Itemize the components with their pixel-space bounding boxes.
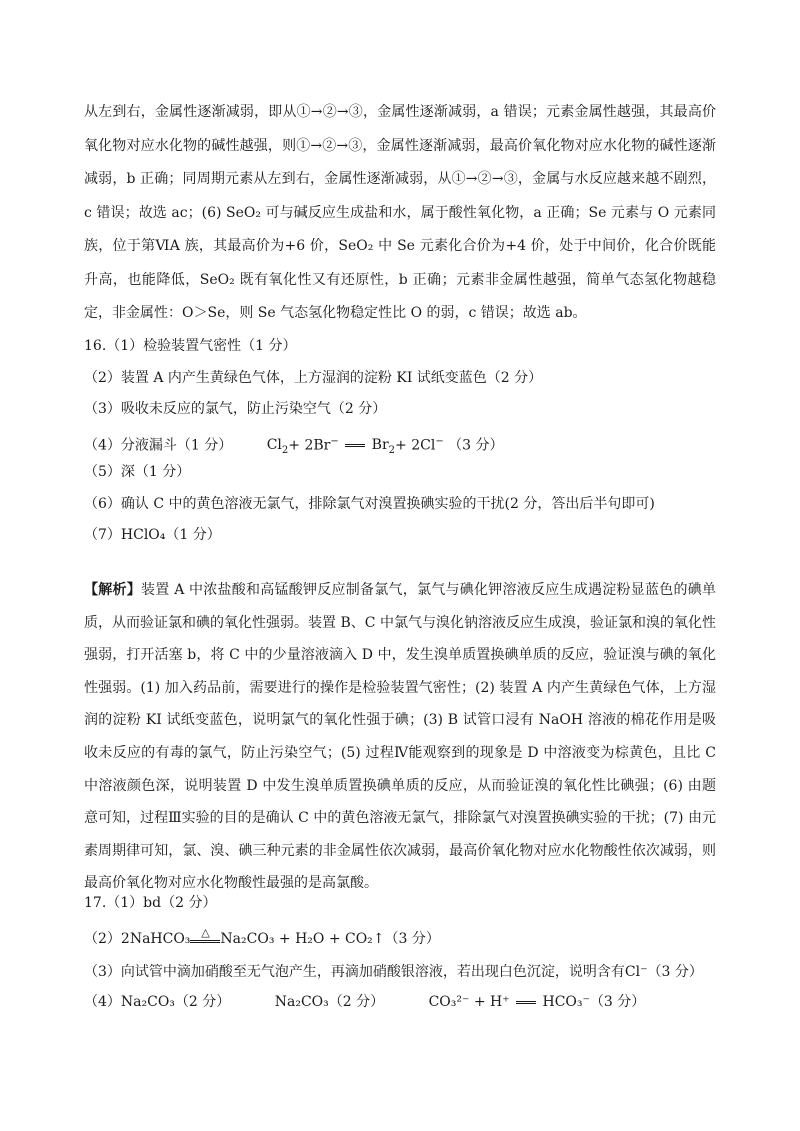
q17-answer-1: 17.（1）bd（2 分） (84, 895, 217, 911)
q16-answer-4-score: （3 分） (448, 437, 504, 454)
q16-answer-5: （5）深（1 分） (84, 464, 191, 480)
ionic-equation-right: HCO₃⁻（3 分） (542, 994, 646, 1010)
q17-answer-2 (84, 921, 716, 957)
ionic-equation-equals (516, 1001, 536, 1004)
q16-answer-3: （3）吸收未反应的氯气，防止污染空气（2 分） (84, 401, 387, 417)
q16-answer-7: （7）HClO₄（1 分） (84, 527, 221, 543)
equation-product-cl: + 2Cl (395, 437, 436, 454)
equation-reactant-br: + 2Br (288, 437, 331, 454)
q16-answer-1: 16.（1）检验装置气密性（1 分） (84, 338, 297, 354)
equation-equals-sign (345, 444, 365, 447)
q17-answer-3: （3）向试管中滴加硝酸至无气泡产生，再滴加硝酸银溶液，若出现白色沉淀，说明含有Cl⁻（3 分） (84, 964, 703, 980)
analysis-label: 【解析】 (84, 582, 141, 598)
q16-answer-4: （4）分液漏斗（1 分） $Cl_2+ 2Br^-$ $Br_2+ 2Cl^-$ （3 分） (84, 435, 504, 456)
q17-answer-4-second: Na₂CO₃（2 分） (274, 994, 385, 1010)
equation-br2: $Br_2$ (371, 437, 396, 456)
q16-answer-6: （6）确认 C 中的黄色溶液无氯气，排除氯气对溴置换碘实验的干扰(2 分，答出后半句即可) (84, 495, 655, 512)
q16-answers (84, 331, 716, 552)
q17-answer-4-first: （4）Na₂CO₃（2 分） (84, 994, 231, 1010)
q17-answer-2-products: Na₂CO₃ + H₂O + CO₂↑（3 分） (220, 931, 440, 947)
heat-triangle-icon: △ (201, 926, 210, 939)
q17-answer-2-reactant: （2）2NaHCO₃ (84, 931, 191, 947)
ionic-equation-left: CO₃²⁻ + H⁺ (428, 994, 510, 1010)
q16-analysis (84, 574, 716, 900)
q17-answers (84, 885, 716, 1017)
q15-analysis-continued: 从左到右，金属性逐渐减弱，即从①→②→③，金属性逐渐减弱，a 错误；元素金属性越强，其最高价氧化物对应水化物的碱性越强，则①→②→③，金属性逐渐减弱，最高价氧化物对应水化物的碱性逐渐减弱，b 正确；同周期元素从左到右，金属性逐渐减弱，从①→②→③，金属与水反应越来越不剧烈，c 错误；故选 ac；(6) SeO₂ 可与碱反应生成盐和水，属于酸性氧化物，a 正确；Se 元素与 O 元素同族，位于第ⅥA 族，其最高价为+6 价，SeO₂ 中 Se 元素化合价为+4 价，处于中间价，化合价既能升高，也能降低，SeO₂ 既有氧化性又有还原性，b 正确；元素非金属性越强，简单气态氢化物越稳定，非金属性：O＞Se，则 Se 气态氢化物稳定性比 O 的弱，c 错误；故选 ab。 (84, 104, 716, 321)
q17-answer-4 (84, 987, 716, 1017)
analysis-text: 装置 A 中浓盐酸和高锰酸钾反应制备氯气，氯气与碘化钾溶液反应生成遇淀粉显蓝色的碘单质，从而验证氯和碘的氧化性强弱。装置 B、C 中氯气与溴化钠溶液反应生成溴，验证氯和溴的氧化性强弱，打开活塞 b，将 C 中的少量溶液滴入 D 中，发生溴单质置换碘单质的反应，验证溴与碘的氧化性强弱。(1) 加入药品前，需要进行的操作是检验装置气密性；(2) 装置 A 内产生黄绿色气体，上方湿润的淀粉 KI 试纸变蓝色，说明氯气的氧化性强于碘；(3) B 试管口浸有 NaOH 溶液的棉花作用是吸收未反应的有毒的氯气，防止污染空气；(5) 过程Ⅳ能观察到的现象是 D 中溶液变为棕黄色，且比 C 中溶液颜色深，说明装置 D 中发生溴单质置换碘单质的反应，从而验证溴的氧化性比碘强；(6) 由题意可知，过程Ⅲ实验的目的是确认 C 中的黄色溶液无氯气，排除氯气对溴置换碘实验的干扰；(7) 由元素周期律可知，氯、溴、碘三种元素的非金属性依次减弱，最高价氧化物对应水化物酸性依次减弱，则最高价氧化物对应水化物酸性最强的是高氯酸。 (84, 582, 716, 892)
q16-answer-4-name: （4）分液漏斗（1 分） (84, 437, 233, 454)
q16-answer-2: （2）装置 A 内产生黄绿色气体，上方湿润的淀粉 KI 试纸变蓝色（2 分） (84, 369, 543, 386)
equation-cl2: $Cl_2$ (266, 437, 289, 456)
heat-condition-equals (190, 926, 220, 943)
